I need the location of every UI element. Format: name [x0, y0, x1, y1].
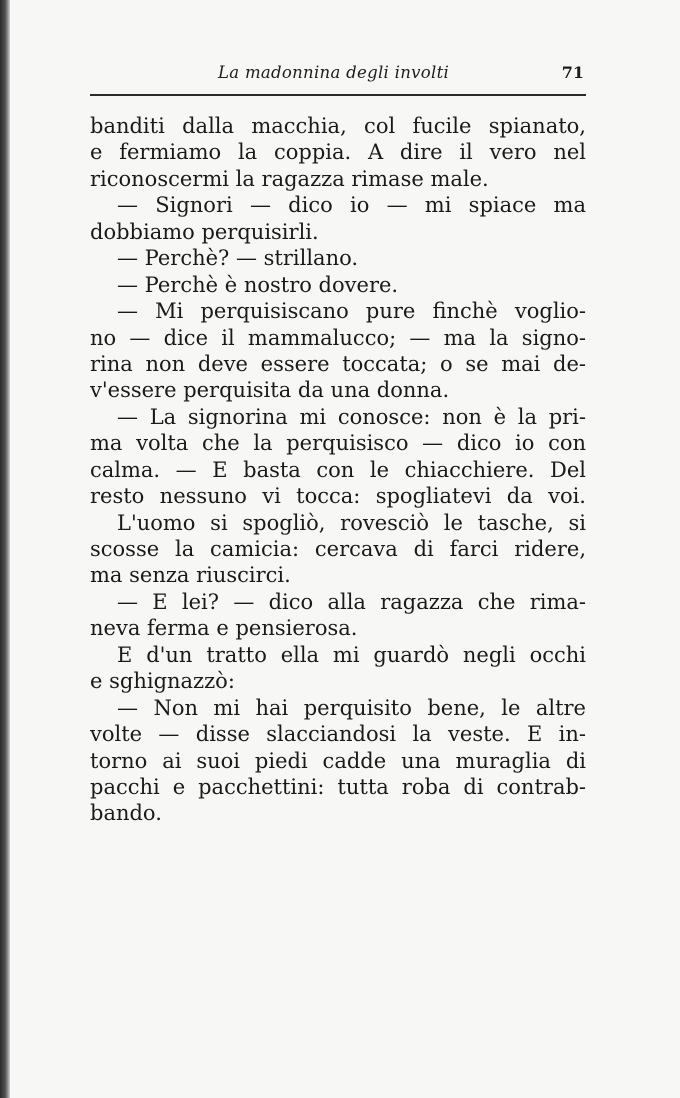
page-header	[90, 58, 584, 88]
text-line: — Perchè? — strillano.	[117, 246, 359, 271]
body-text	[90, 113, 586, 827]
text-line: neva ferma e pensierosa.	[90, 616, 358, 641]
text-line: bando.	[90, 801, 162, 826]
text-line: — Mi perquisiscano pure finchè voglio-	[117, 299, 586, 324]
text-line: resto nessuno vi tocca: spogliatevi da voi.	[90, 484, 586, 509]
text-line: ma volta che la perquisisco — dico io con	[90, 431, 586, 456]
text-line: no — dice il mammalucco; — ma la signo-	[90, 325, 586, 350]
text-line: rina non deve essere toccata; o se mai de-	[90, 351, 586, 376]
text-line: — E lei? — dico alla ragazza che rima-	[117, 589, 586, 614]
text-line: scosse la camicia: cercava di farci ridere,	[90, 537, 586, 561]
text-line: e sghignazzò:	[90, 669, 235, 694]
text-line: E d'un tratto ella mi guardò negli occhi	[117, 642, 586, 667]
page-binding-shadow	[0, 0, 10, 1098]
header-rule	[90, 94, 586, 96]
text-line: — Non mi hai perquisito bene, le altre	[117, 695, 586, 720]
text-line: — Signori — dico io — mi spiace ma	[117, 193, 586, 218]
text-line: calma. — E basta con le chiacchiere. Del	[90, 457, 586, 482]
text-line: torno ai suoi piedi cadde una muraglia di	[90, 748, 586, 773]
page-number: 71	[561, 63, 584, 82]
text-line: pacchi e pacchettini: tutta roba di contrab-	[90, 774, 586, 799]
text-line: volte — disse slacciandosi la veste. E in-	[90, 722, 586, 747]
text-line: — La signorina mi conosce: non è la pri-	[117, 404, 586, 429]
text-line: — Perchè è nostro dovere.	[117, 272, 399, 297]
text-line: v'essere perquisita da una donna.	[90, 378, 450, 403]
text-line: e fermiamo la coppia. A dire il vero nel	[90, 140, 586, 165]
text-line: riconoscermi la ragazza rimase male.	[90, 166, 489, 191]
text-line: banditi dalla macchia, col fucile spianato,	[90, 114, 586, 138]
running-title: La madonnina degli involti	[218, 63, 450, 82]
text-line: ma senza riuscirci.	[90, 563, 291, 588]
text-line: L'uomo si spogliò, rovesciò le tasche, si	[117, 510, 586, 535]
text-line: dobbiamo perquisirli.	[90, 219, 319, 244]
